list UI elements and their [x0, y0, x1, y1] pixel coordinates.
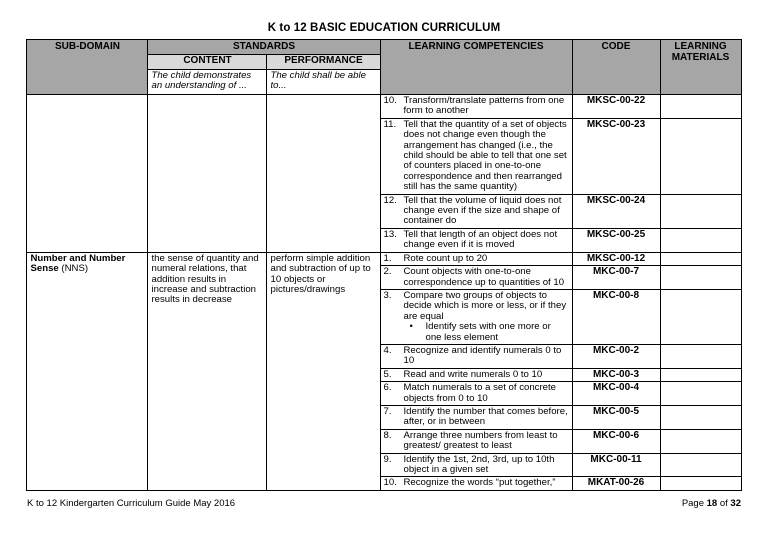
competency-number: 1.: [383, 252, 392, 264]
column-header-content: CONTENT: [148, 55, 267, 70]
performance-standard-cell: [267, 95, 380, 253]
table-row: [27, 95, 741, 119]
bullet-icon: •: [409, 321, 413, 333]
competency-line: [384, 383, 569, 404]
competency-number: 6.: [383, 382, 392, 394]
competency-cell: [380, 368, 572, 381]
performance-standard-cell: perform simple addition and subtraction of up to 10 objects or pictures/drawings: [267, 252, 380, 490]
performance-standard-note: The child shall be able to...: [267, 70, 380, 95]
subdomain-cell: [27, 252, 148, 490]
code-cell: MKC-00-5: [572, 405, 660, 429]
competency-text: Identify the 1st, 2nd, 3rd, up to 10th object in a given set: [403, 453, 555, 475]
competency-number: 10.: [383, 95, 397, 106]
materials-cell: [660, 453, 741, 477]
competency-text: Rote count up to 20: [403, 252, 488, 264]
competency-number: 12.: [383, 194, 397, 206]
competency-line: [384, 431, 569, 452]
competency-line: [384, 291, 569, 322]
competency-line: [384, 267, 569, 288]
page-title: K to 12 BASIC EDUCATION CURRICULUM: [267, 22, 501, 34]
competency-number: 4.: [383, 344, 392, 356]
materials-cell: [660, 252, 741, 265]
materials-cell: [660, 194, 741, 228]
materials-cell: [660, 382, 741, 406]
competency-number: 5.: [383, 368, 392, 380]
competency-number: 3.: [383, 289, 392, 301]
competency-text: Match numerals to a set of concrete objects from 0 to 10: [403, 382, 557, 404]
materials-cell: [660, 95, 741, 119]
competency-cell: [380, 266, 572, 290]
competency-text: Recognize the words “put together,”: [403, 477, 556, 489]
subdomain-name: Number and Number Sense: [30, 252, 126, 275]
code-cell: MKC-00-6: [572, 429, 660, 453]
competency-line: [384, 478, 569, 488]
competency-line: [384, 196, 569, 227]
footer-page-number: Page 18 of 32: [681, 498, 741, 509]
materials-cell: [660, 289, 741, 344]
competency-text: Transform/translate patterns from one form to another: [403, 95, 565, 117]
competency-line: [384, 120, 569, 193]
materials-cell: [660, 368, 741, 381]
competency-number: 2.: [383, 266, 392, 278]
page-footer: [27, 498, 741, 509]
competency-text: Tell that length of an object does not change even if it is moved: [403, 228, 558, 251]
competency-text: Identify the number that comes before, after, or in between: [403, 405, 568, 428]
subdomain-abbr: (NNS): [58, 263, 89, 275]
competency-line: [384, 230, 569, 251]
competency-cell: [380, 382, 572, 406]
materials-cell: [660, 429, 741, 453]
competency-line: [384, 455, 569, 476]
materials-cell: [660, 228, 741, 252]
materials-cell: [660, 118, 741, 194]
code-cell: MKSC-00-22: [572, 95, 660, 119]
competency-cell: [380, 429, 572, 453]
competency-line: [384, 96, 569, 117]
competency-number: 10.: [383, 477, 397, 489]
competency-text: Tell that the quantity of a set of objects does not change even though the arrangement has changed (i.e., the child should be able to tell that one set of counters placed in one-to-one correspondence and then rearranged still has the same quantity): [403, 118, 567, 193]
materials-cell: [660, 477, 741, 490]
column-header-subdomain: SUB-DOMAIN: [27, 40, 148, 95]
competency-number: 8.: [383, 429, 392, 441]
competency-text: Read and write numerals 0 to 10: [403, 368, 543, 380]
code-cell: MKSC-00-25: [572, 228, 660, 252]
code-cell: MKC-00-4: [572, 382, 660, 406]
competency-cell: [380, 405, 572, 429]
column-header-performance: PERFORMANCE: [267, 55, 380, 70]
code-cell: MKC-00-3: [572, 368, 660, 381]
competency-cell: [380, 289, 572, 344]
code-cell: MKSC-00-24: [572, 194, 660, 228]
column-header-learning-materials: LEARNING MATERIALS: [660, 40, 741, 95]
subdomain-cell: [27, 95, 148, 253]
table-header: [27, 40, 741, 95]
code-cell: MKC-00-8: [572, 289, 660, 344]
competency-number: 13.: [383, 228, 397, 240]
content-standard-cell: the sense of quantity and numeral relations, that addition results in increase and subtraction results in decrease: [148, 252, 267, 490]
code-cell: MKSC-00-12: [572, 252, 660, 265]
materials-cell: [660, 266, 741, 290]
column-header-learning-competencies: LEARNING COMPETENCIES: [380, 40, 572, 95]
curriculum-table: [26, 39, 741, 491]
competency-cell: [380, 453, 572, 477]
competency-text: Count objects with one-to-one correspondence up to quantities of 10: [403, 266, 565, 288]
column-header-standards: STANDARDS: [148, 40, 380, 55]
column-header-code: CODE: [572, 40, 660, 95]
content-standard-cell: [148, 95, 267, 253]
materials-cell: [660, 344, 741, 368]
competency-cell: [380, 95, 572, 119]
code-cell: MKSC-00-23: [572, 118, 660, 194]
competency-bullet: [384, 322, 569, 343]
competency-cell: [380, 118, 572, 194]
materials-cell: [660, 405, 741, 429]
competency-number: 9.: [383, 453, 392, 465]
code-cell: MKC-00-11: [572, 453, 660, 477]
competency-line: [384, 407, 569, 428]
code-cell: MKC-00-2: [572, 344, 660, 368]
competency-cell: [380, 194, 572, 228]
footer-document-title: K to 12 Kindergarten Curriculum Guide May 2016: [27, 498, 236, 509]
content-standard-note: The child demonstrates an understanding of ...: [148, 70, 267, 95]
competency-text: Recognize and identify numerals 0 to 10: [403, 344, 562, 367]
competency-text: Tell that the volume of liquid does not change even if the size and shape of container do: [403, 194, 562, 227]
competency-bullet-text: Identify sets with one more or one less element: [425, 321, 551, 343]
competency-line: [384, 370, 569, 380]
competency-line: [384, 346, 569, 367]
table-row: [27, 252, 741, 265]
competency-line: [384, 254, 569, 264]
competency-cell: [380, 344, 572, 368]
competency-cell: [380, 252, 572, 265]
code-cell: MKC-00-7: [572, 266, 660, 290]
competency-cell: [380, 228, 572, 252]
competency-cell: [380, 477, 572, 490]
competency-number: 7.: [383, 405, 392, 417]
code-cell: MKAT-00-26: [572, 477, 660, 490]
competency-text: Arrange three numbers from least to greatest/ greatest to least: [403, 429, 558, 452]
table-body: [27, 95, 741, 491]
competency-text: Compare two groups of objects to decide which is more or less, or if they are equal: [403, 289, 567, 322]
competency-number: 11.: [383, 118, 397, 130]
